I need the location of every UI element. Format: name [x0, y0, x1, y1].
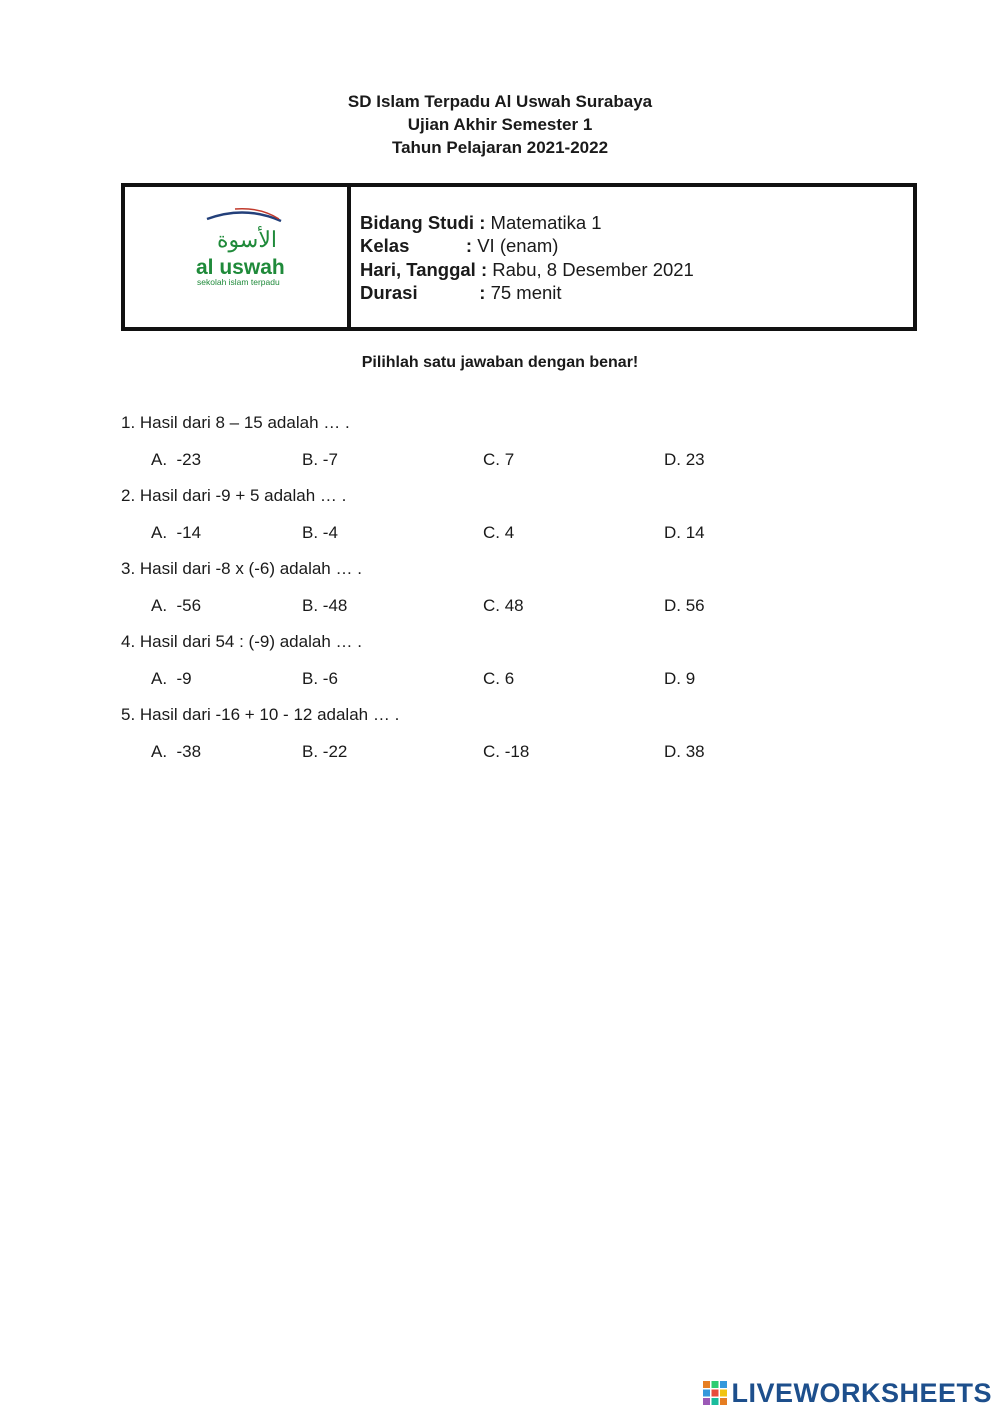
detail-colon: :: [474, 282, 491, 304]
brand-name: LIVEWORKSHEETS: [731, 1377, 992, 1408]
answer-options: [121, 447, 901, 484]
option-c[interactable]: C. 7: [483, 449, 515, 469]
academic-year: Tahun Pelajaran 2021-2022: [391, 138, 609, 157]
question-block: [121, 410, 901, 483]
logo-cell: [125, 187, 351, 327]
option-b[interactable]: B. -4: [302, 522, 338, 542]
detail-row-class: [360, 235, 913, 259]
option-d[interactable]: D. 38: [664, 741, 705, 761]
option-a[interactable]: A. -14: [151, 522, 202, 542]
question-block: [121, 483, 901, 556]
answer-options: [121, 593, 901, 630]
detail-label: Bidang Studi: [360, 211, 480, 233]
detail-row-date: [360, 258, 913, 282]
detail-colon: :: [465, 235, 478, 257]
detail-value: Rabu, 8 Desember 2021: [492, 258, 694, 280]
option-c[interactable]: C. -18: [483, 741, 530, 761]
question-text: 2. Hasil dari -9 + 5 adalah … .: [121, 486, 347, 505]
exam-info-box: [121, 183, 917, 331]
school-logo: [125, 187, 347, 327]
answer-options: [121, 520, 901, 557]
question-text: 1. Hasil dari 8 – 15 adalah … .: [121, 413, 350, 432]
liveworksheets-logo-icon: [702, 1380, 728, 1406]
logo-tagline: sekolah islam terpadu: [197, 277, 280, 287]
option-b[interactable]: B. -48: [302, 595, 348, 615]
logo-name: al uswah: [196, 256, 285, 279]
option-c[interactable]: C. 6: [483, 668, 515, 688]
question-text: 5. Hasil dari -16 + 10 - 12 adalah … .: [121, 705, 400, 724]
detail-value: VI (enam): [477, 235, 559, 257]
option-b[interactable]: B. -7: [302, 449, 338, 469]
answer-options: [121, 666, 901, 703]
detail-label: Kelas: [360, 235, 466, 257]
logo-arabic: الأسوة: [217, 228, 277, 253]
liveworksheets-brand[interactable]: [702, 1378, 992, 1408]
option-c[interactable]: C. 4: [483, 522, 515, 542]
exam-title: Ujian Akhir Semester 1: [407, 115, 593, 134]
option-b[interactable]: B. -6: [302, 668, 338, 688]
detail-label: Hari, Tanggal: [360, 258, 481, 280]
option-d[interactable]: D. 23: [664, 449, 705, 469]
question-block: [121, 629, 901, 702]
option-d[interactable]: D. 56: [664, 595, 705, 615]
option-c[interactable]: C. 48: [483, 595, 524, 615]
detail-colon: :: [480, 258, 493, 280]
document-header: [0, 90, 1000, 159]
detail-value: 75 menit: [490, 282, 562, 304]
question-block: [121, 702, 901, 775]
option-b[interactable]: B. -22: [302, 741, 348, 761]
school-name: SD Islam Terpadu Al Uswah Surabaya: [347, 92, 653, 111]
detail-row-duration: [360, 282, 913, 306]
detail-row-subject: [360, 211, 913, 235]
option-a[interactable]: A. -9: [151, 668, 192, 688]
answer-options: [121, 739, 901, 776]
detail-value: Matematika 1: [490, 211, 602, 233]
question-text: 3. Hasil dari -8 x (-6) adalah … .: [121, 559, 362, 578]
question-list: [121, 410, 901, 775]
option-a[interactable]: A. -38: [151, 741, 202, 761]
question-block: [121, 556, 901, 629]
option-a[interactable]: A. -56: [151, 595, 202, 615]
question-text: 4. Hasil dari 54 : (-9) adalah … .: [121, 632, 362, 651]
detail-colon: :: [479, 211, 491, 233]
option-d[interactable]: D. 9: [664, 668, 696, 688]
detail-label: Durasi: [360, 282, 475, 304]
option-d[interactable]: D. 14: [664, 522, 705, 542]
option-a[interactable]: A. -23: [151, 449, 202, 469]
instruction-text: Pilihlah satu jawaban dengan benar!: [361, 354, 639, 371]
exam-details: [351, 187, 913, 327]
